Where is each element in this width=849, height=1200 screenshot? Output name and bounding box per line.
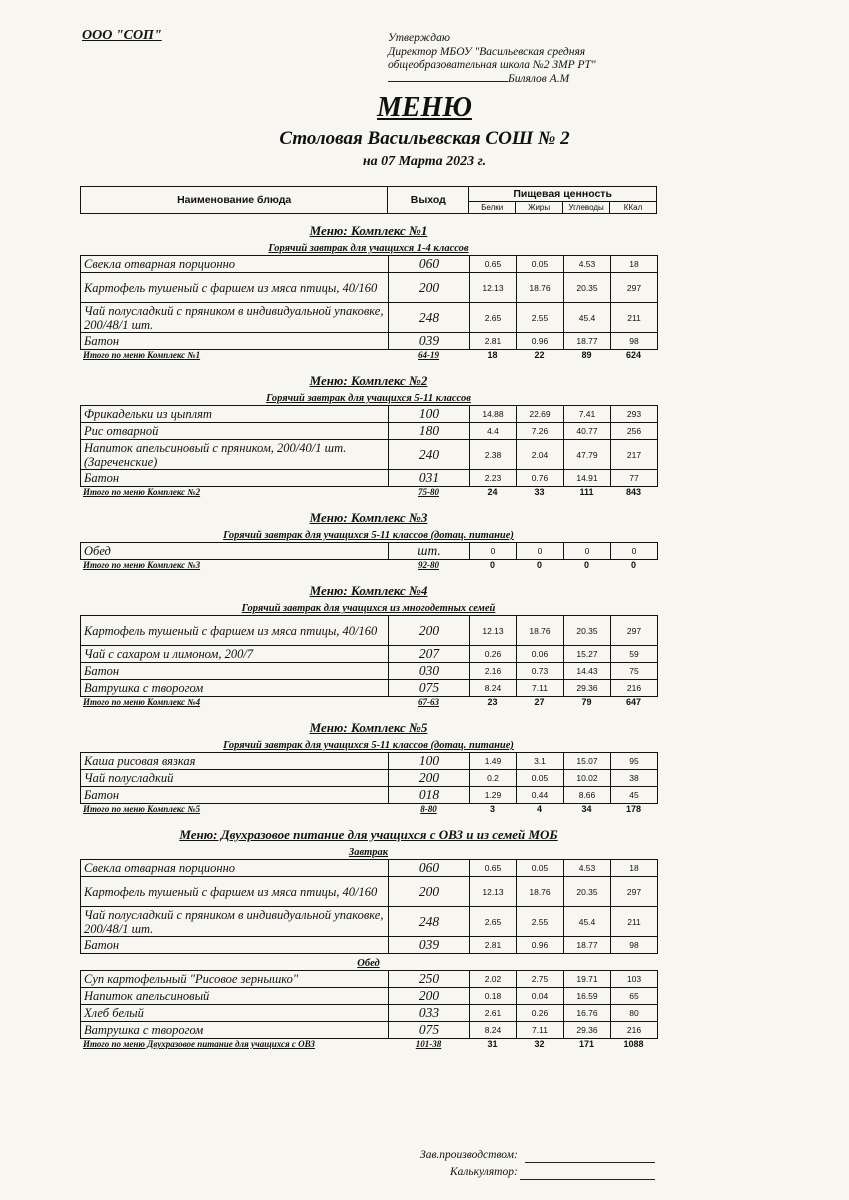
dish-kcal: 297 xyxy=(611,877,658,907)
total-kcal: 178 xyxy=(625,804,642,814)
dish-carbs: 18.77 xyxy=(564,333,611,350)
group-subtitle: Горячий завтрак для учащихся из многодетных семей xyxy=(241,603,496,614)
dish-carbs: 4.53 xyxy=(564,256,611,273)
dish-output: 200 xyxy=(389,877,470,907)
dish-proteins: 2.61 xyxy=(470,1005,517,1022)
dish-fats: 0.05 xyxy=(517,860,564,877)
table-row xyxy=(81,256,658,273)
dish-proteins: 2.16 xyxy=(470,663,517,680)
dish-output: 075 xyxy=(389,1022,470,1039)
dish-kcal: 77 xyxy=(611,470,658,487)
dish-kcal: 297 xyxy=(611,616,658,646)
dish-proteins: 2.02 xyxy=(470,971,517,988)
dish-output: 030 xyxy=(389,663,470,680)
dish-carbs: 14.91 xyxy=(564,470,611,487)
header-carbs: Углеводы xyxy=(563,202,610,214)
dish-kcal: 211 xyxy=(611,907,658,937)
dish-proteins: 1.29 xyxy=(470,787,517,804)
group-subtitle: Завтрак xyxy=(348,847,389,858)
dish-name: Батон xyxy=(81,333,389,350)
dish-fats: 0.05 xyxy=(517,256,564,273)
total-output: 75-80 xyxy=(418,487,439,497)
dish-fats: 18.76 xyxy=(517,877,564,907)
table-row xyxy=(81,1022,658,1039)
dish-name: Батон xyxy=(81,937,389,954)
table-row xyxy=(81,616,658,646)
dish-fats: 0.96 xyxy=(517,333,564,350)
dish-carbs: 19.71 xyxy=(564,971,611,988)
dish-carbs: 15.27 xyxy=(564,646,611,663)
dish-name: Фрикадельки из цыплят xyxy=(81,406,389,423)
dish-output: 100 xyxy=(389,753,470,770)
dish-carbs: 45.4 xyxy=(564,907,611,937)
dish-proteins: 12.13 xyxy=(470,877,517,907)
section-title: Меню: Комплекс №3 xyxy=(309,510,428,525)
total-fats: 22 xyxy=(534,350,545,360)
dish-kcal: 95 xyxy=(611,753,658,770)
dish-fats: 0.44 xyxy=(517,787,564,804)
approval-line: Директор МБОУ "Васильевская средняя xyxy=(388,45,586,58)
section-title: Меню: Комплекс №4 xyxy=(309,583,428,598)
table-row xyxy=(81,663,658,680)
dish-fats: 0.96 xyxy=(517,937,564,954)
dish-carbs: 16.59 xyxy=(564,988,611,1005)
group-subtitle: Обед xyxy=(357,958,380,969)
dish-output: 200 xyxy=(389,988,470,1005)
total-carbs: 171 xyxy=(578,1039,595,1049)
dish-table xyxy=(80,255,658,350)
dish-kcal: 256 xyxy=(611,423,658,440)
dish-proteins: 1.49 xyxy=(470,753,517,770)
total-proteins: 31 xyxy=(487,1039,498,1049)
dish-name: Чай полусладкий xyxy=(81,770,389,787)
dish-name: Батон xyxy=(81,470,389,487)
dish-carbs: 40.77 xyxy=(564,423,611,440)
dish-carbs: 8.66 xyxy=(564,787,611,804)
table-row xyxy=(81,971,658,988)
dish-output: 031 xyxy=(389,470,470,487)
header-kcal: ККал xyxy=(610,202,657,214)
dish-carbs: 10.02 xyxy=(564,770,611,787)
dish-name: Свекла отварная порционно xyxy=(81,256,389,273)
total-output: 8-80 xyxy=(420,804,437,814)
page-title: МЕНЮ xyxy=(377,92,472,123)
dish-name: Ватрушка с творогом xyxy=(81,1022,389,1039)
dish-name: Чай полусладкий с пряником в индивидуальной упаковке, 200/48/1 шт. xyxy=(81,907,389,937)
dish-table xyxy=(80,405,658,487)
table-row xyxy=(81,333,658,350)
dish-name: Картофель тушеный с фаршем из мяса птицы, 40/160 xyxy=(81,877,389,907)
total-proteins: 3 xyxy=(489,804,495,814)
dish-output: 060 xyxy=(389,860,470,877)
dish-output: 039 xyxy=(389,333,470,350)
table-row xyxy=(81,470,658,487)
header-output: Выход xyxy=(388,187,469,214)
dish-output: 100 xyxy=(389,406,470,423)
dish-fats: 22.69 xyxy=(517,406,564,423)
table-row xyxy=(81,423,658,440)
dish-fats: 18.76 xyxy=(517,273,564,303)
dish-carbs: 20.35 xyxy=(564,616,611,646)
dish-output: 250 xyxy=(389,971,470,988)
dish-name: Суп картофельный "Рисовое зернышко" xyxy=(81,971,389,988)
dish-kcal: 211 xyxy=(611,303,658,333)
dish-proteins: 0.2 xyxy=(470,770,517,787)
dish-table xyxy=(80,752,658,804)
dish-fats: 2.04 xyxy=(517,440,564,470)
dish-name: Батон xyxy=(81,663,389,680)
calculator-label: Калькулятор: xyxy=(450,1166,518,1178)
table-row xyxy=(81,303,658,333)
dish-carbs: 29.36 xyxy=(564,680,611,697)
signature-line xyxy=(525,1162,655,1163)
dish-output: 200 xyxy=(389,273,470,303)
total-output: 92-80 xyxy=(418,560,439,570)
dish-fats: 7.26 xyxy=(517,423,564,440)
section-title: Меню: Двухразовое питание для учащихся с ОВЗ и из семей МОБ xyxy=(179,827,558,842)
section-total xyxy=(80,697,657,708)
dish-output: 033 xyxy=(389,1005,470,1022)
total-label: Итого по меню Комплекс №2 xyxy=(83,487,201,497)
total-carbs: 34 xyxy=(581,804,592,814)
approval-line: Утверждаю xyxy=(388,32,450,44)
dish-fats: 3.1 xyxy=(517,753,564,770)
total-kcal: 0 xyxy=(630,560,636,570)
dish-kcal: 75 xyxy=(611,663,658,680)
header-fats: Жиры xyxy=(516,202,563,214)
dish-proteins: 2.65 xyxy=(470,907,517,937)
total-kcal: 1088 xyxy=(623,1039,644,1049)
dish-carbs: 7.41 xyxy=(564,406,611,423)
dish-output: 200 xyxy=(389,770,470,787)
total-fats: 27 xyxy=(534,697,545,707)
table-row xyxy=(81,406,658,423)
approval-line: общеобразовательная школа №2 ЗМР РТ" xyxy=(388,59,596,71)
table-row xyxy=(81,907,658,937)
dish-carbs: 15.07 xyxy=(564,753,611,770)
dish-name: Напиток апельсиновый xyxy=(81,988,389,1005)
total-output: 101-38 xyxy=(415,1039,442,1049)
dish-table xyxy=(80,970,658,1039)
table-row xyxy=(81,680,658,697)
total-kcal: 647 xyxy=(625,697,642,707)
header-proteins: Белки xyxy=(469,202,516,214)
total-label: Итого по меню Комплекс №3 xyxy=(83,560,201,570)
dish-fats: 0.73 xyxy=(517,663,564,680)
dish-name: Чай с сахаром и лимоном, 200/7 xyxy=(81,646,389,663)
dish-table xyxy=(80,542,658,560)
dish-fats: 0 xyxy=(517,543,564,560)
dish-proteins: 2.81 xyxy=(470,333,517,350)
total-label: Итого по меню Комплекс №5 xyxy=(83,804,201,814)
table-row xyxy=(81,753,658,770)
table-row xyxy=(81,543,658,560)
dish-output: 248 xyxy=(389,303,470,333)
dish-name: Рис отварной xyxy=(81,423,389,440)
dish-fats: 2.55 xyxy=(517,303,564,333)
dish-output: шт. xyxy=(389,543,470,560)
group-subtitle: Горячий завтрак для учащихся 5-11 классов (дотац. питание) xyxy=(223,740,514,751)
section-title: Меню: Комплекс №5 xyxy=(309,720,428,735)
total-fats: 0 xyxy=(536,560,542,570)
section-total xyxy=(80,1039,657,1050)
group-subtitle: Горячий завтрак для учащихся 5-11 классов (дотац. питание) xyxy=(223,530,514,541)
dish-carbs: 45.4 xyxy=(564,303,611,333)
total-kcal: 624 xyxy=(625,350,642,360)
dish-output: 200 xyxy=(389,616,470,646)
dish-kcal: 65 xyxy=(611,988,658,1005)
dish-fats: 7.11 xyxy=(517,680,564,697)
dish-proteins: 14.88 xyxy=(470,406,517,423)
dish-name: Картофель тушеный с фаршем из мяса птицы, 40/160 xyxy=(81,273,389,303)
dish-fats: 7.11 xyxy=(517,1022,564,1039)
dish-kcal: 59 xyxy=(611,646,658,663)
dish-proteins: 4.4 xyxy=(470,423,517,440)
table-row xyxy=(81,877,658,907)
menu-header-table xyxy=(80,186,657,214)
dish-carbs: 47.79 xyxy=(564,440,611,470)
dish-proteins: 2.65 xyxy=(470,303,517,333)
section-total xyxy=(80,804,657,815)
total-proteins: 24 xyxy=(487,487,498,497)
table-row xyxy=(81,273,658,303)
dish-name: Каша рисовая вязкая xyxy=(81,753,389,770)
dish-fats: 0.05 xyxy=(517,770,564,787)
dish-fats: 0.76 xyxy=(517,470,564,487)
total-carbs: 79 xyxy=(581,697,592,707)
total-proteins: 18 xyxy=(487,350,498,360)
dish-output: 240 xyxy=(389,440,470,470)
dish-name: Батон xyxy=(81,787,389,804)
total-fats: 33 xyxy=(534,487,545,497)
section-total xyxy=(80,487,657,498)
dish-fats: 0.04 xyxy=(517,988,564,1005)
dish-name: Картофель тушеный с фаршем из мяса птицы, 40/160 xyxy=(81,616,389,646)
group-subtitle: Горячий завтрак для учащихся 1-4 классов xyxy=(268,243,469,254)
table-row xyxy=(81,937,658,954)
dish-output: 018 xyxy=(389,787,470,804)
total-proteins: 0 xyxy=(489,560,495,570)
total-proteins: 23 xyxy=(487,697,498,707)
dish-proteins: 12.13 xyxy=(470,616,517,646)
table-row xyxy=(81,787,658,804)
section-title: Меню: Комплекс №2 xyxy=(309,373,428,388)
dish-kcal: 216 xyxy=(611,1022,658,1039)
dish-kcal: 293 xyxy=(611,406,658,423)
dish-carbs: 0 xyxy=(564,543,611,560)
dish-kcal: 98 xyxy=(611,937,658,954)
table-row xyxy=(81,646,658,663)
dish-kcal: 103 xyxy=(611,971,658,988)
dish-carbs: 20.35 xyxy=(564,877,611,907)
signature-line xyxy=(520,1179,655,1180)
dish-kcal: 38 xyxy=(611,770,658,787)
dish-table xyxy=(80,859,658,954)
dish-proteins: 8.24 xyxy=(470,1022,517,1039)
dish-output: 207 xyxy=(389,646,470,663)
section-title: Меню: Комплекс №1 xyxy=(309,223,428,238)
dish-proteins: 8.24 xyxy=(470,680,517,697)
menu-date: на 07 Марта 2023 г. xyxy=(362,154,487,169)
signature-line xyxy=(388,81,508,82)
dish-fats: 0.06 xyxy=(517,646,564,663)
table-row xyxy=(81,770,658,787)
dish-name: Хлеб белый xyxy=(81,1005,389,1022)
dish-proteins: 0.26 xyxy=(470,646,517,663)
dish-proteins: 0.65 xyxy=(470,860,517,877)
dish-name: Ватрушка с творогом xyxy=(81,680,389,697)
dish-proteins: 0.65 xyxy=(470,256,517,273)
dish-carbs: 4.53 xyxy=(564,860,611,877)
table-row xyxy=(81,860,658,877)
total-fats: 4 xyxy=(536,804,542,814)
dish-fats: 18.76 xyxy=(517,616,564,646)
total-output: 67-63 xyxy=(418,697,439,707)
dish-kcal: 0 xyxy=(611,543,658,560)
total-fats: 32 xyxy=(534,1039,545,1049)
dish-proteins: 12.13 xyxy=(470,273,517,303)
header-name: Наименование блюда xyxy=(81,187,388,214)
dish-kcal: 98 xyxy=(611,333,658,350)
dish-kcal: 216 xyxy=(611,680,658,697)
production-manager-label: Зав.производством: xyxy=(420,1149,518,1161)
dish-carbs: 20.35 xyxy=(564,273,611,303)
total-kcal: 843 xyxy=(625,487,642,497)
dish-kcal: 18 xyxy=(611,860,658,877)
section-total xyxy=(80,350,657,361)
dish-output: 075 xyxy=(389,680,470,697)
header-nutrition: Пищевая ценность xyxy=(469,187,657,202)
table-row xyxy=(81,440,658,470)
dish-kcal: 80 xyxy=(611,1005,658,1022)
total-label: Итого по меню Двухразовое питание для учащихся с ОВЗ xyxy=(83,1039,315,1049)
dish-kcal: 297 xyxy=(611,273,658,303)
total-carbs: 111 xyxy=(579,487,594,497)
dish-carbs: 29.36 xyxy=(564,1022,611,1039)
dish-output: 180 xyxy=(389,423,470,440)
dish-kcal: 45 xyxy=(611,787,658,804)
dish-proteins: 2.23 xyxy=(470,470,517,487)
dish-kcal: 18 xyxy=(611,256,658,273)
dish-name: Чай полусладкий с пряником в индивидуальной упаковке, 200/48/1 шт. xyxy=(81,303,389,333)
total-label: Итого по меню Комплекс №1 xyxy=(83,350,201,360)
dish-carbs: 18.77 xyxy=(564,937,611,954)
dish-fats: 2.75 xyxy=(517,971,564,988)
menu-sections xyxy=(80,220,657,1062)
table-row xyxy=(81,1005,658,1022)
dish-table xyxy=(80,615,658,697)
table-row xyxy=(81,988,658,1005)
organization-name: ООО "СОП" xyxy=(82,28,162,43)
dish-fats: 0.26 xyxy=(517,1005,564,1022)
dish-output: 248 xyxy=(389,907,470,937)
dish-carbs: 16.76 xyxy=(564,1005,611,1022)
dish-name: Напиток апельсиновый с пряником, 200/40/1 шт. (Зареченские) xyxy=(81,440,389,470)
dish-kcal: 217 xyxy=(611,440,658,470)
total-label: Итого по меню Комплекс №4 xyxy=(83,697,201,707)
dish-proteins: 0.18 xyxy=(470,988,517,1005)
dish-proteins: 2.38 xyxy=(470,440,517,470)
dish-output: 060 xyxy=(389,256,470,273)
total-carbs: 89 xyxy=(581,350,592,360)
dish-fats: 2.55 xyxy=(517,907,564,937)
section-total xyxy=(80,560,657,571)
dish-carbs: 14.43 xyxy=(564,663,611,680)
dish-name: Обед xyxy=(81,543,389,560)
dish-output: 039 xyxy=(389,937,470,954)
dish-name: Свекла отварная порционно xyxy=(81,860,389,877)
total-carbs: 0 xyxy=(583,560,589,570)
dish-proteins: 0 xyxy=(470,543,517,560)
total-output: 64-19 xyxy=(418,350,439,360)
approval-block xyxy=(388,32,596,86)
page-subtitle: Столовая Васильевская СОШ № 2 xyxy=(279,128,570,149)
approval-signer: Билялов А.М xyxy=(388,73,596,87)
group-subtitle: Горячий завтрак для учащихся 5-11 классов xyxy=(266,393,471,404)
dish-proteins: 2.81 xyxy=(470,937,517,954)
